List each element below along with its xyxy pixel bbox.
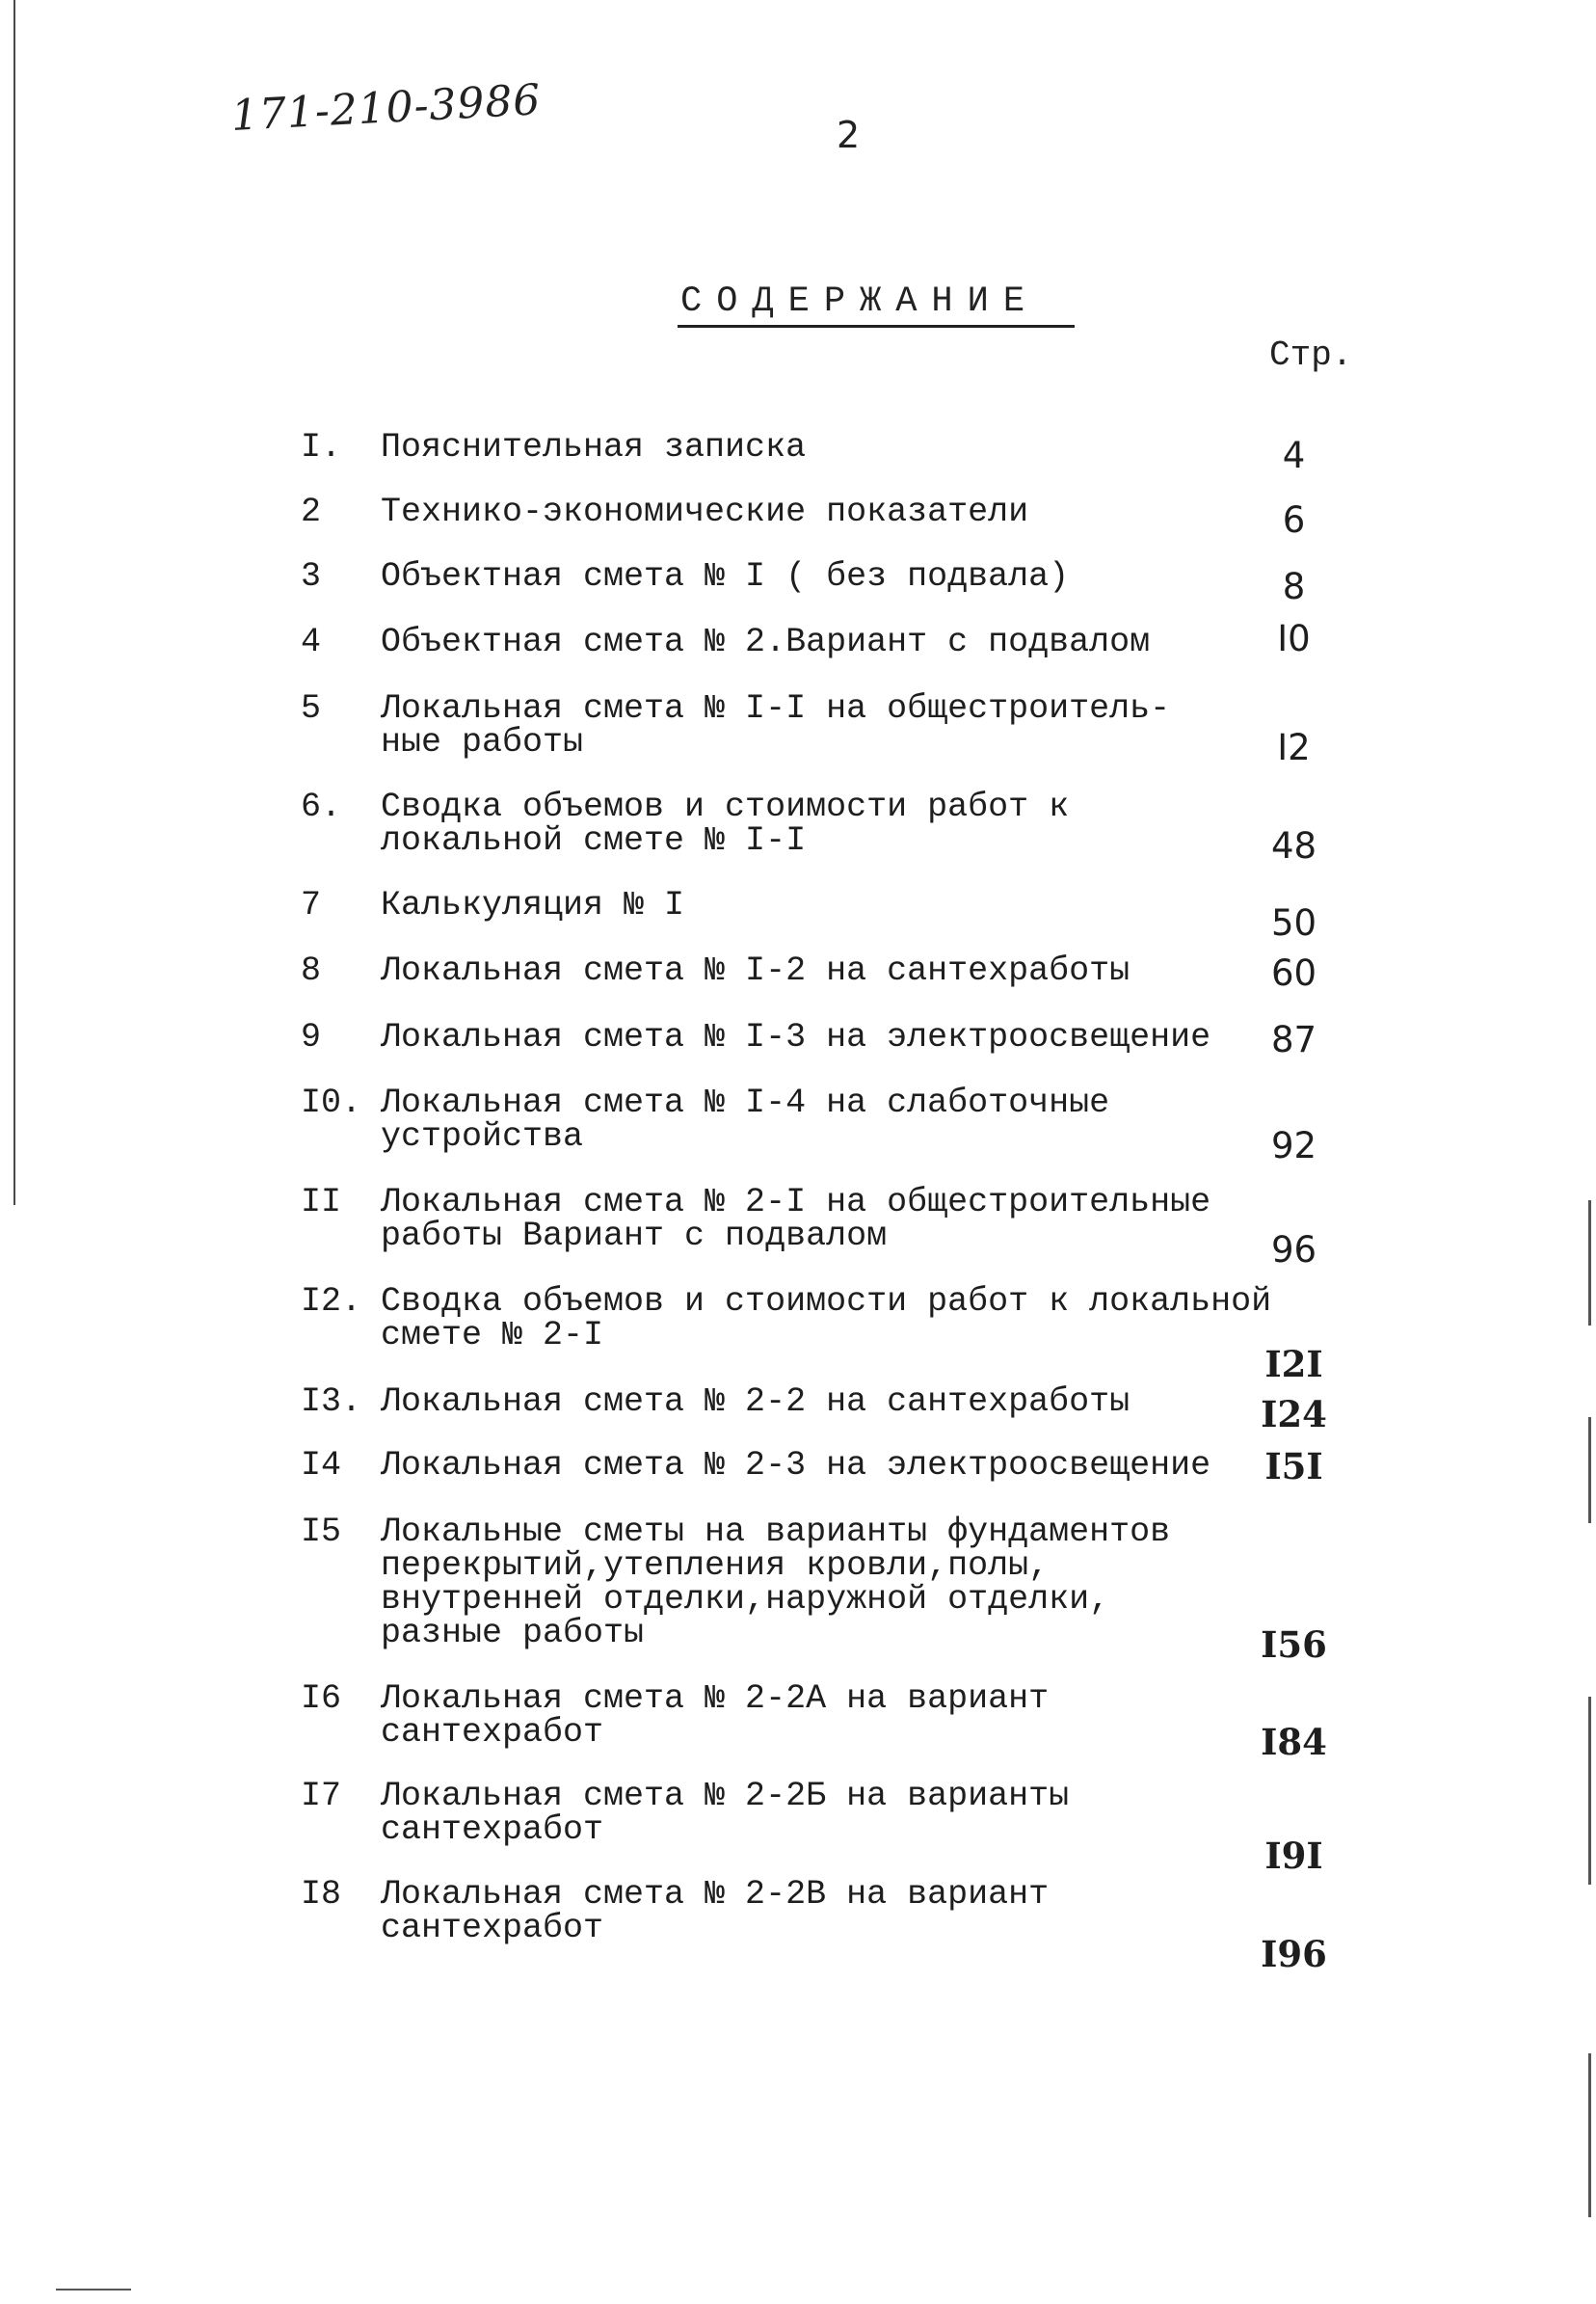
handwritten-document-code: 171-210-3986 [229, 75, 543, 141]
toc-entry-title: Локальная смета № I-4 на слаботочные устройства [381, 1084, 1110, 1156]
toc-entry-number: 3 [301, 557, 322, 596]
toc-entry-number: I3. [301, 1382, 362, 1421]
toc-entry-page: I56 [1261, 1623, 1327, 1666]
toc-entry-number: I. [301, 428, 342, 467]
toc-entry-title: Локальные сметы на варианты фундаментов перекрытий,утепления кровли,полы, внутренней отделки,наружной отделки, разные работы [381, 1513, 1171, 1652]
toc-entry-page: 87 [1270, 1019, 1317, 1060]
toc-entry-number: I4 [301, 1446, 342, 1485]
toc-entry-title: Локальная смета № 2-2Б на варианты сантехработ [381, 1777, 1070, 1849]
toc-entry-number: I7 [301, 1777, 342, 1815]
toc-entry-title: Калькуляция № I [381, 886, 685, 924]
toc-entry-title: Локальная смета № 2-2А на вариант сантехработ [381, 1679, 1050, 1752]
toc-entry-number: 9 [301, 1018, 322, 1057]
scan-edge-line-right [1588, 1200, 1591, 1326]
toc-entry-number: 2 [301, 493, 322, 531]
scan-edge-line-left [13, 0, 15, 1205]
scan-footer-mark [56, 2289, 131, 2291]
toc-entry-number: 8 [301, 951, 322, 990]
toc-entry-number: I0. [301, 1084, 362, 1122]
toc-entry-page: 60 [1270, 952, 1317, 994]
toc-entry-page: 4 [1282, 435, 1306, 476]
toc-entry-page: I2 [1277, 727, 1311, 768]
toc-entry-title: Объектная смета № I ( без подвала) [381, 557, 1070, 596]
toc-entry-page: 92 [1270, 1125, 1317, 1166]
toc-entry-title: Локальная смета № I-3 на электроосвещение [381, 1018, 1211, 1057]
toc-entry-page: 48 [1270, 825, 1317, 867]
toc-entry-page: 50 [1270, 902, 1317, 944]
page-number: 2 [837, 114, 861, 156]
toc-entry-number: I6 [301, 1679, 342, 1718]
toc-entry-number: 5 [301, 689, 322, 728]
toc-entry-page: I9I [1264, 1835, 1323, 1877]
toc-entry-title: Локальная смета № 2-2В на вариант сантехработ [381, 1875, 1050, 1947]
toc-entry-number: I5 [301, 1513, 342, 1551]
toc-entry-title: Локальная смета № I-2 на сантехработы [381, 951, 1130, 990]
toc-entry-page: I84 [1261, 1721, 1327, 1763]
toc-entry-number: 4 [301, 623, 322, 661]
scan-edge-line-right [1588, 1697, 1591, 1885]
toc-entry-page: 6 [1282, 499, 1306, 541]
toc-entry-page: I24 [1261, 1393, 1327, 1435]
toc-entry-title: Локальная смета № 2-I на общестроительные работы Вариант с подвалом [381, 1183, 1211, 1255]
toc-entry-title: Локальная смета № 2-3 на электроосвещение [381, 1446, 1211, 1485]
toc-entry-title: Объектная смета № 2.Вариант с подвалом [381, 623, 1151, 661]
toc-entry-title: Локальная смета № I-I на общестроитель- ные работы [381, 689, 1171, 762]
toc-entry-number: 6. [301, 788, 342, 826]
toc-entry-page: 96 [1270, 1229, 1317, 1271]
toc-entry-page: I5I [1264, 1445, 1323, 1487]
toc-entry-number: 7 [301, 886, 322, 924]
toc-entry-title: Локальная смета № 2-2 на сантехработы [381, 1382, 1130, 1421]
page-column-header: Стр. [1269, 335, 1353, 375]
toc-entry-page: I0 [1277, 618, 1311, 659]
toc-entry-title: Технико-экономические показатели [381, 493, 1029, 531]
toc-entry-title: Сводка объемов и стоимости работ к локальной смете № 2-I [381, 1282, 1272, 1354]
scan-edge-line-right [1588, 2053, 1591, 2217]
toc-entry-page: I2I [1264, 1343, 1323, 1385]
toc-entry-page: 8 [1282, 566, 1306, 607]
toc-entry-number: I2. [301, 1282, 362, 1321]
toc-entry-title: Сводка объемов и стоимости работ к локальной смете № I-I [381, 788, 1070, 860]
toc-entry-number: II [301, 1183, 342, 1221]
title-underline [678, 325, 1075, 328]
toc-entry-page: I96 [1261, 1933, 1327, 1975]
scan-edge-line-right [1588, 1417, 1591, 1523]
page-title: СОДЕРЖАНИЕ [680, 281, 1040, 322]
toc-entry-number: I8 [301, 1875, 342, 1914]
toc-entry-title: Пояснительная записка [381, 428, 807, 467]
